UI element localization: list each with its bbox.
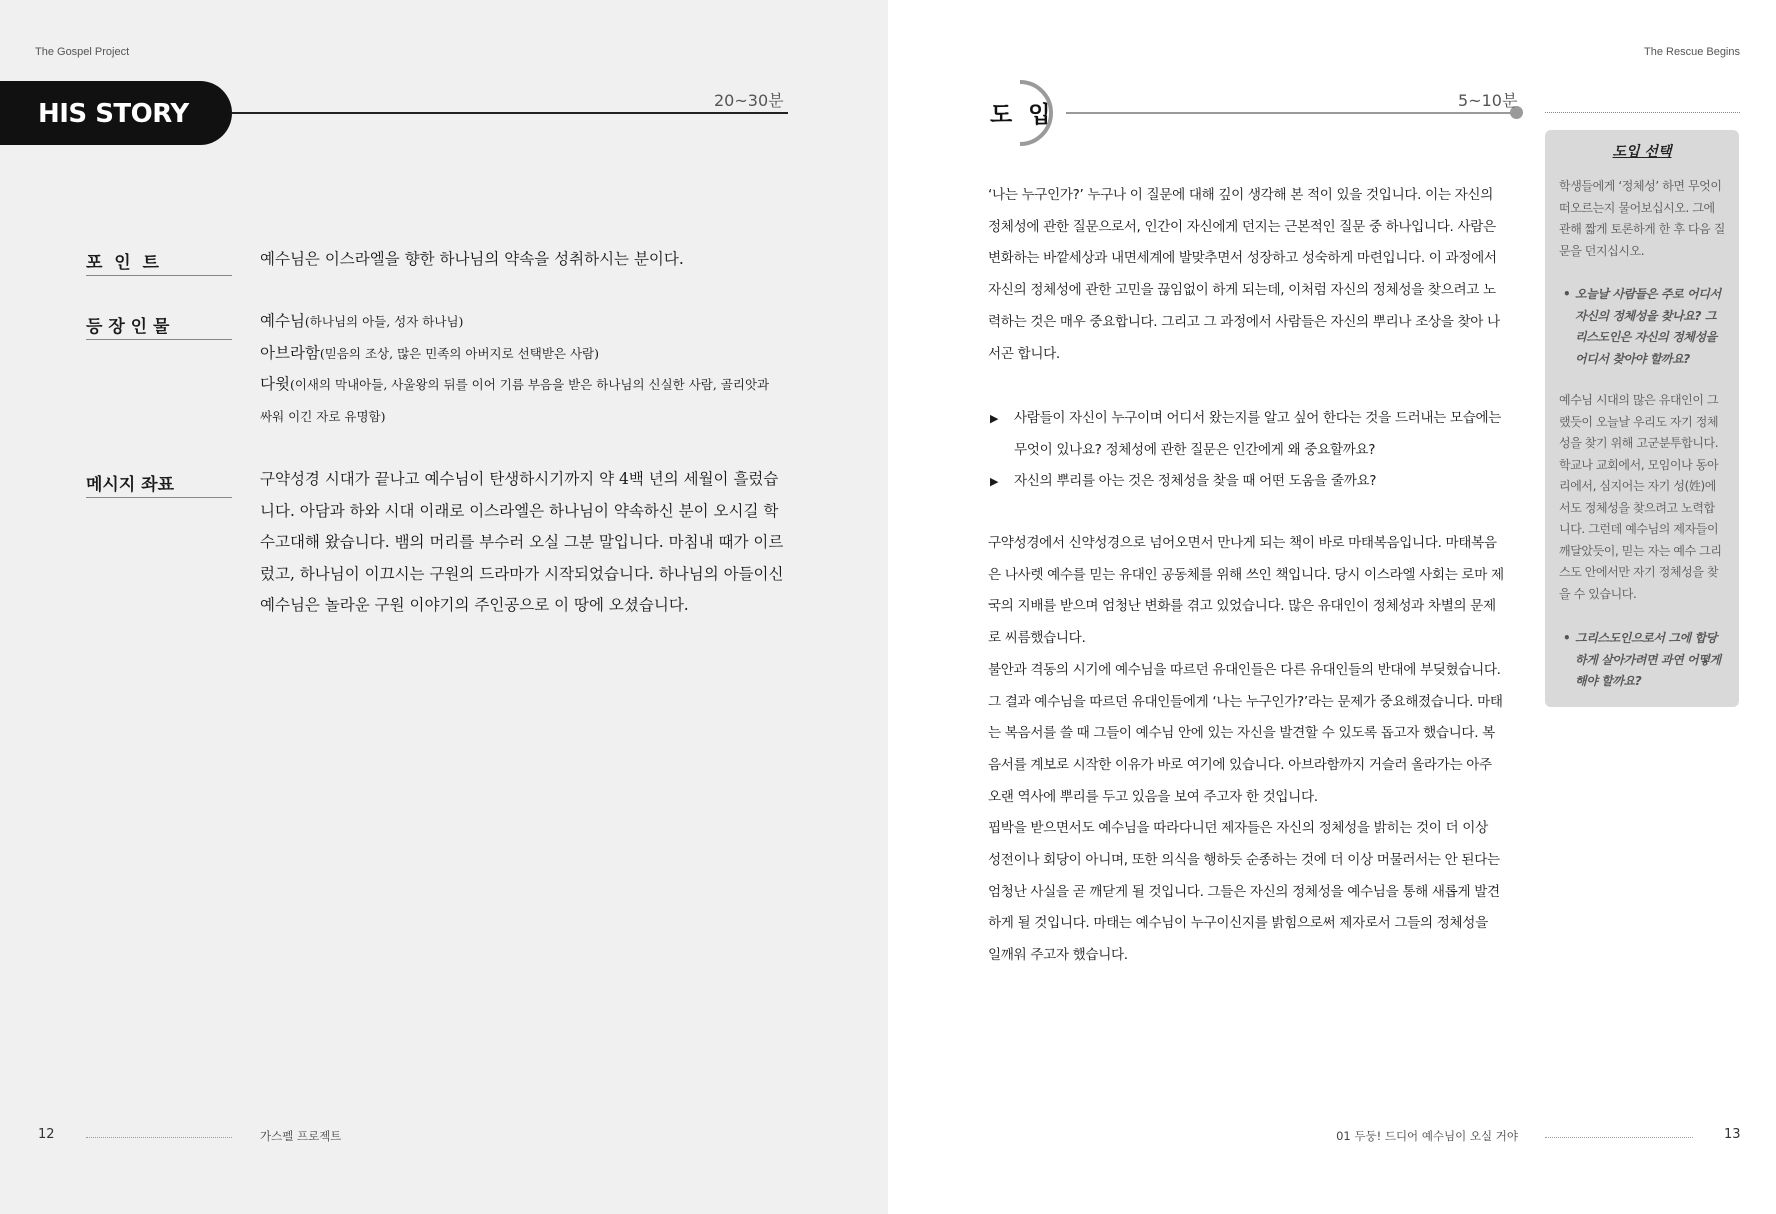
text-line: 음서를 계보로 시작한 이유가 바로 여기에 있습니다. 아브라함까지 거슬러 올라가는 아주 [988,756,1492,773]
footer-title-left: 가스펠 프로젝트 [260,1129,342,1143]
text-line: 니다. 그런데 예수님의 제자들이 [1559,522,1719,536]
text-line: 서도 정체성을 찾으려고 노력합 [1559,500,1715,515]
text-line: 구약성경에서 신약성경으로 넘어오면서 만나게 되는 책이 바로 마태복음입니다. 마태복음 [988,535,1497,551]
sidebar-body [1559,390,1729,605]
text-line: 성전이나 회당이 아니며, 또한 의식을 행하듯 순종하는 것에 더 이상 머물러서는 안 된다는 [988,852,1500,869]
text-line: 국의 지배를 받으며 엄청난 변화를 겪고 있었습니다. 많은 유대인이 정체성과 차별의 문제 [988,598,1496,615]
time-right: 5~10분 [1458,91,1518,110]
text-line: 핍박을 받으면서도 예수님을 따라다니던 제자들은 자신의 정체성을 밝히는 것이 더 이상 [988,820,1488,837]
characters-label: 등 장 인 물 [86,312,232,340]
sidebar-title: 도입 선택 [1612,144,1672,160]
text-line: 성을 찾기 위해 고군분투합니다. [1559,436,1719,450]
text-line: 자신의 정체성에 관한 고민을 끊임없이 하게 되는데, 이처럼 자신의 정체성을 찾으려고 노 [988,282,1496,299]
intro-arc-icon [1008,78,1068,148]
message-line: 렀고, 하나님이 이끄시는 구원의 드라마가 시작되었습니다. 하나님의 아들이신 [260,564,784,583]
running-header-right: The Rescue Begins [1644,46,1740,58]
point-text: 예수님은 이스라엘을 향한 하나님의 약속을 성취하시는 분이다. [260,250,684,268]
text-line: 은 나사렛 예수를 믿는 유대인 공동체를 위해 쓰인 책입니다. 당시 이스라엘 사회는 로마 제 [988,566,1504,583]
text-line: 서곤 합니다. [988,345,1060,362]
text-line: 무엇이 있나요? 정체성에 관한 질문은 인간에게 왜 중요할까요? [1014,441,1376,458]
triangle-bullet-icon: ▶ [990,412,999,425]
section-rule-right [1066,112,1514,114]
character-item: 다윗(이새의 막내아들, 사울왕의 뒤를 이어 기름 부음을 받은 하나님의 신실한 사람, 골리앗과 [260,375,770,394]
text-line: 자신의 뿌리를 아는 것은 정체성을 찾을 때 어떤 도움을 줄까요? [1014,473,1377,490]
bullet-dot-icon: • [1563,287,1571,301]
triangle-bullet-icon: ▶ [990,475,999,489]
message-label: 메시지 좌표 [86,470,232,498]
message-text [260,464,800,622]
text-line: 떠오르는지 물어보십시오. 그에 [1559,200,1715,215]
text-line: 불안과 격동의 시기에 예수님을 따르던 유대인들은 다른 유대인들의 반대에 부딪혔습니다. [988,661,1501,678]
text-line: 관해 짧게 토론하게 한 후 다음 질 [1559,222,1725,236]
text-line: 일깨워 주고자 했습니다. [988,947,1128,964]
running-header-left: The Gospel Project [35,46,130,58]
point-label: 포 인 트 [86,248,232,276]
character-item: 아브라함(믿음의 조상, 많은 민족의 아버지로 선택받은 사람) [260,343,599,362]
intro-title: 도 입 [990,102,1055,128]
text-line: 학교나 교회에서, 모임이나 동아 [1559,457,1719,472]
sidebar-question-2 [1559,628,1729,693]
text-line: 는 복음서를 쓸 때 그들이 예수님 안에 있는 자신을 발견할 수 있도록 돕고자 했습니다. 복 [988,725,1495,742]
text-line: 스도 안에서만 자기 정체성을 찾 [1559,565,1719,579]
bullet-dot-icon: • [1563,631,1571,645]
text-line: 력하는 것은 매우 중요합니다. 그리고 그 과정에서 사람들은 자신의 뿌리나 조상을 찾아 나 [988,313,1500,330]
character-item: 싸워 이긴 자로 유명함) [260,408,386,424]
text-line: 그 결과 예수님을 따르던 유대인들에게 ‘나는 누구인가?’라는 문제가 중요해졌습니다. 마태 [988,693,1503,710]
section-rule-left [232,112,788,114]
text-line: 변화하는 바깥세상과 내면세계에 발맞추면서 성장하고 성숙하게 마련입니다. 이 과정에서 [988,250,1497,267]
intro-paragraph-2 [988,528,1518,972]
sidebar-dotted-rule [1545,112,1740,113]
footer-title-right: 01 두둥! 드디어 예수님이 오실 거야 [1336,1129,1518,1143]
text-line: 하게 살아가려면 과연 어떻게 [1575,652,1721,667]
intro-option-sidebar [1545,130,1739,707]
page-number-left: 12 [38,1127,55,1142]
question-item [988,403,1518,466]
text-line: 오늘날 사람들은 주로 어디서 [1575,287,1721,301]
text-line: 엄청난 사실을 곧 깨닫게 될 것입니다. 그들은 자신의 정체성을 예수님을 통해 새롭게 발견 [988,883,1500,900]
sidebar-intro [1559,176,1729,262]
text-line: 자신의 정체성을 찾나요? 그 [1575,308,1717,323]
intro-paragraph-1 [988,180,1518,370]
page-number-right: 13 [1724,1127,1741,1142]
time-left: 20~30분 [714,91,784,110]
text-line: 해야 할까요? [1575,674,1642,688]
text-line: 리스도인은 자신의 정체성을 [1575,330,1717,344]
characters-list [260,306,800,432]
text-line: 오랜 역사에 뿌리를 두고 있음을 보여 주고자 한 것입니다. [988,788,1318,805]
message-line: 니다. 아담과 하와 시대 이래로 이스라엘은 하나님이 약속하신 분이 오시길 학 [260,501,779,520]
text-line: 깨달았듯이, 믿는 자는 예수 그리 [1559,543,1722,558]
text-line: 학생들에게 ‘정체성’ 하면 무엇이 [1559,179,1722,193]
section-tab-label: HIS STORY [38,99,189,129]
text-line: 사람들이 자신이 누구이며 어디서 왔는지를 알고 싶어 한다는 것을 드러내는 모습에는 [1014,410,1502,426]
text-line: 그리스도인으로서 그에 합당 [1575,631,1717,645]
text-line: ‘나는 누구인가?’ 누구나 이 질문에 대해 깊이 생각해 본 적이 있을 것입니다. 이는 자신의 [988,187,1493,203]
text-line: 로 씨름했습니다. [988,630,1086,647]
character-item: 예수님(하나님의 아들, 성자 하나님) [260,312,464,330]
text-line: 어디서 찾아야 할까요? [1575,351,1690,366]
text-line: 을 수 있습니다. [1559,586,1637,601]
text-line: 하게 될 것입니다. 마태는 예수님이 누구이신지를 밝힘으로써 제자로서 그들의 정체성을 [988,915,1488,932]
text-line: 리에서, 심지어는 자기 성(姓)에 [1559,479,1716,493]
message-line: 수고대해 왔습니다. 뱀의 머리를 부수러 오실 그분 말입니다. 마침내 때가 이르 [260,533,784,552]
text-line: 문을 던지십시오. [1559,243,1645,258]
section-tab [0,81,232,145]
text-line: 랬듯이 오늘날 우리도 자기 정체 [1559,414,1719,429]
discussion-questions [988,403,1518,498]
message-line: 예수님은 놀라운 구원 이야기의 주인공으로 이 땅에 오셨습니다. [260,596,689,615]
sidebar-question-1 [1559,284,1729,370]
footer-rule-right [1545,1137,1693,1138]
message-line: 구약성경 시대가 끝나고 예수님이 탄생하시기까지 약 4백 년의 세월이 흘렀습 [260,470,779,488]
question-item [988,466,1518,498]
footer-rule-left [86,1137,232,1138]
text-line: 예수님 시대의 많은 유대인이 그 [1559,393,1719,407]
text-line: 정체성에 관한 질문으로서, 인간이 자신에게 던지는 근본적인 질문 중 하나입니다. 사람은 [988,218,1496,235]
